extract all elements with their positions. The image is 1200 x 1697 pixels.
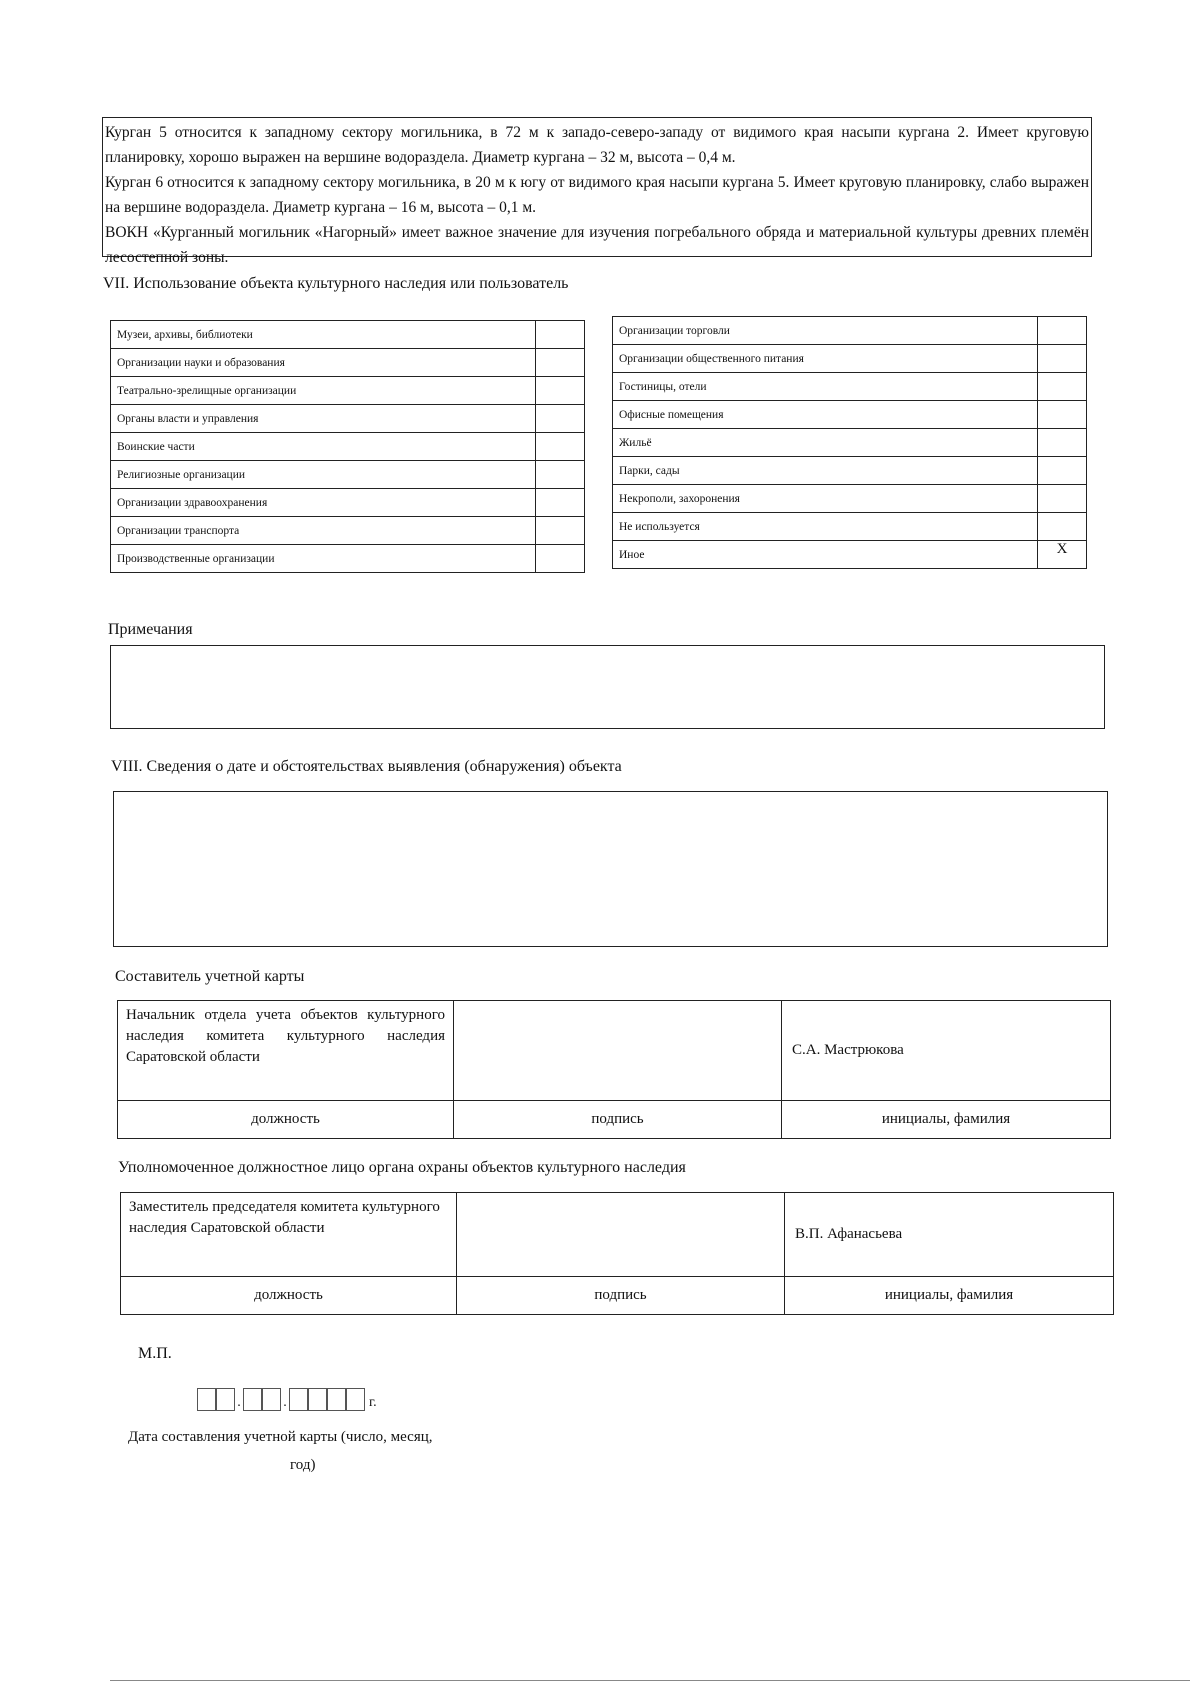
usage-row — [111, 377, 585, 405]
usage-row — [111, 405, 585, 433]
usage-row — [613, 513, 1087, 541]
caption-position: должность — [118, 1101, 454, 1139]
date-caption — [128, 1423, 433, 1479]
notes-field[interactable] — [110, 645, 1105, 729]
description-paragraph: ВОКН «Курганный могильник «Нагорный» имеет важное значение для изучения погребального обряда и материальной культуры древних племён лесостепной зоны. — [105, 224, 1089, 266]
usage-checkbox[interactable] — [536, 517, 585, 545]
usage-checkbox[interactable] — [1038, 457, 1087, 485]
official-signature-cell[interactable] — [457, 1193, 785, 1277]
usage-row — [613, 345, 1087, 373]
discovery-info-field[interactable] — [113, 791, 1108, 947]
date-separator: . — [237, 1395, 241, 1410]
usage-label: Иное — [613, 541, 1038, 569]
usage-label: Офисные помещения — [613, 401, 1038, 429]
compiler-name: С.А. Мастрюкова — [792, 1042, 904, 1058]
compiler-table — [117, 1000, 1111, 1139]
usage-row — [111, 517, 585, 545]
usage-row — [613, 429, 1087, 457]
usage-checkbox[interactable] — [536, 433, 585, 461]
caption-signature: подпись — [457, 1277, 785, 1315]
compiler-position-cell — [118, 1001, 454, 1101]
usage-row — [613, 541, 1087, 569]
notes-title: Примечания — [108, 621, 193, 638]
stamp-label: М.П. — [138, 1345, 172, 1362]
date-caption-line: Дата составления учетной карты (число, месяц, — [128, 1429, 433, 1445]
usage-checkbox[interactable] — [536, 377, 585, 405]
official-name: В.П. Афанасьева — [795, 1226, 903, 1242]
usage-label: Организации торговли — [613, 317, 1038, 345]
year-digit-box[interactable] — [308, 1388, 327, 1411]
usage-checkbox[interactable] — [536, 545, 585, 573]
description-paragraph: Курган 5 относится к западному сектору могильника, в 72 м к западо-северо-западу от видимого края насыпи кургана 2. Имеет круговую планировку, хорошо выражен на вершине водораздела. Диаметр кургана – 32 м, высота – 0,4 м. — [105, 124, 1089, 166]
usage-label: Производственные организации — [111, 545, 536, 573]
usage-row — [613, 317, 1087, 345]
usage-label: Музеи, архивы, библиотеки — [111, 321, 536, 349]
official-position: Заместитель председателя комитета культурного наследия Саратовской области — [129, 1199, 440, 1236]
caption-position: должность — [121, 1277, 457, 1315]
usage-row — [111, 545, 585, 573]
usage-row — [613, 373, 1087, 401]
section-8-title: VIII. Сведения о дате и обстоятельствах выявления (обнаружения) объекта — [111, 758, 622, 775]
usage-label: Органы власти и управления — [111, 405, 536, 433]
description-paragraph: Курган 6 относится к западному сектору могильника, в 20 м к югу от видимого края насыпи кургана 5. Имеет круговую планировку, слабо выражен на вершине водораздела. Диаметр кургана – 16 м, высота – 0,1 м. — [105, 174, 1089, 216]
usage-row — [111, 321, 585, 349]
section-7-title: VII. Использование объекта культурного наследия или пользователь — [103, 275, 569, 292]
usage-checkbox[interactable] — [1038, 429, 1087, 457]
year-digit-box[interactable] — [346, 1388, 365, 1411]
caption-name: инициалы, фамилия — [785, 1277, 1114, 1315]
date-caption-line: год) — [290, 1457, 316, 1473]
usage-row — [111, 433, 585, 461]
usage-table-right — [612, 316, 1087, 569]
usage-row — [613, 457, 1087, 485]
usage-label: Некрополи, захоронения — [613, 485, 1038, 513]
caption-name: инициалы, фамилия — [782, 1101, 1111, 1139]
official-table — [120, 1192, 1114, 1315]
usage-checkbox[interactable] — [536, 349, 585, 377]
usage-checkbox[interactable] — [1038, 401, 1087, 429]
compiler-name-cell — [782, 1001, 1111, 1101]
usage-table-left — [110, 320, 585, 573]
usage-checkbox[interactable] — [536, 461, 585, 489]
object-description-box — [102, 117, 1092, 266]
usage-checkbox[interactable] — [1038, 485, 1087, 513]
usage-checkbox[interactable] — [1038, 345, 1087, 373]
usage-checkbox[interactable] — [1038, 317, 1087, 345]
usage-row — [613, 485, 1087, 513]
date-field[interactable] — [197, 1388, 377, 1411]
usage-row — [111, 349, 585, 377]
caption-signature: подпись — [454, 1101, 782, 1139]
compiler-title: Составитель учетной карты — [115, 968, 305, 985]
day-digit-box[interactable] — [216, 1388, 235, 1411]
month-digit-box[interactable] — [262, 1388, 281, 1411]
year-digit-box[interactable] — [289, 1388, 308, 1411]
official-title: Уполномоченное должностное лицо органа охраны объектов культурного наследия — [118, 1159, 686, 1176]
month-digit-box[interactable] — [243, 1388, 262, 1411]
usage-checkbox[interactable] — [1038, 513, 1087, 541]
compiler-position: Начальник отдела учета объектов культурного наследия комитета культурного наследия Саратовской области — [126, 1007, 445, 1065]
usage-label: Организации здравоохранения — [111, 489, 536, 517]
date-separator: . — [283, 1395, 287, 1410]
usage-label: Не используется — [613, 513, 1038, 541]
year-suffix: г. — [369, 1395, 377, 1410]
usage-checkbox[interactable] — [536, 489, 585, 517]
usage-checkbox[interactable] — [536, 405, 585, 433]
usage-label: Жильё — [613, 429, 1038, 457]
compiler-signature-cell[interactable] — [454, 1001, 782, 1101]
page-bottom-rule — [110, 1680, 1190, 1681]
usage-label: Организации транспорта — [111, 517, 536, 545]
usage-label: Парки, сады — [613, 457, 1038, 485]
official-name-cell — [785, 1193, 1114, 1277]
usage-label: Организации науки и образования — [111, 349, 536, 377]
usage-row — [111, 489, 585, 517]
day-digit-box[interactable] — [197, 1388, 216, 1411]
usage-label: Религиозные организации — [111, 461, 536, 489]
usage-row — [111, 461, 585, 489]
usage-label: Театрально-зрелищные организации — [111, 377, 536, 405]
official-position-cell — [121, 1193, 457, 1277]
usage-checkbox[interactable] — [536, 321, 585, 349]
year-digit-box[interactable] — [327, 1388, 346, 1411]
usage-checkbox[interactable] — [1038, 373, 1087, 401]
usage-row — [613, 401, 1087, 429]
usage-label: Воинские части — [111, 433, 536, 461]
usage-label: Организации общественного питания — [613, 345, 1038, 373]
usage-label: Гостиницы, отели — [613, 373, 1038, 401]
usage-checkbox[interactable]: X — [1038, 541, 1087, 569]
